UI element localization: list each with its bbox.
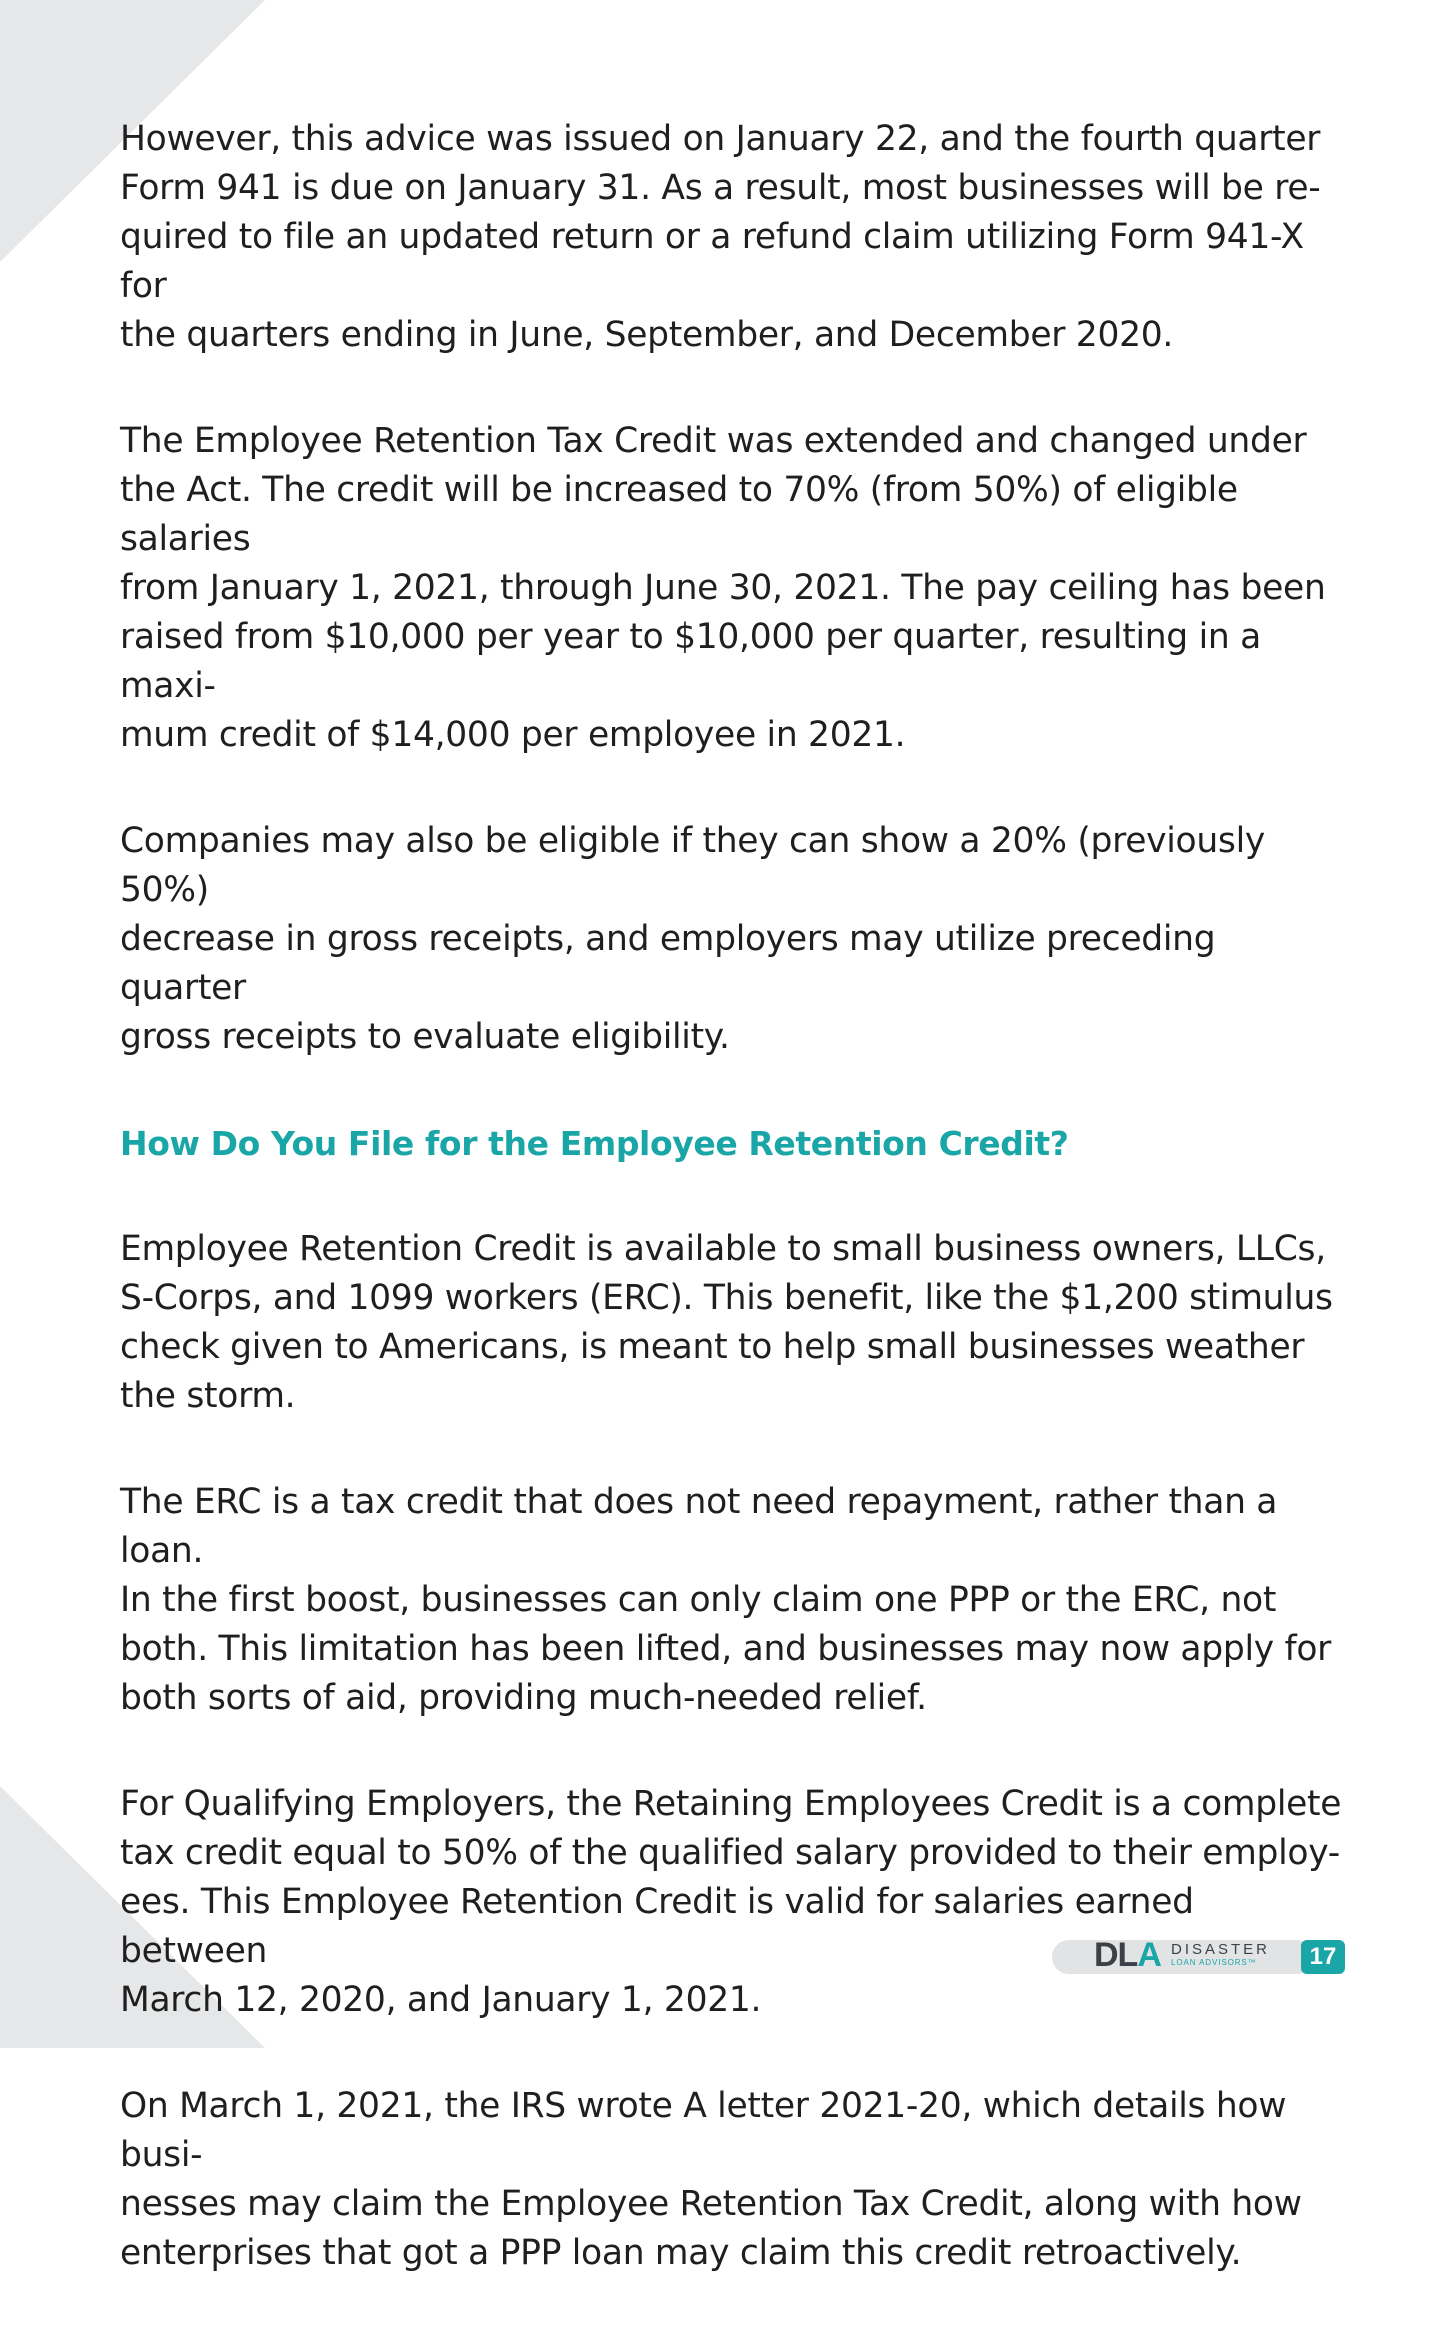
page-body [120,115,1350,2335]
logo-disaster-text: DISASTER [1171,1941,1271,1958]
paragraph-credit-extension: The Employee Retention Tax Credit was extended and changed under the Act. The credit will be increased to 70% (from 50%) of eligible salaries from January 1, 2021, through June 30, 2021. The pay ceiling has been raised from $10,000 per year to $10,000 per quarter, resulting in a maxi- mum credit of $14,000 per employee in 2021. [120,421,1326,755]
paragraph-gross-receipts-eligibility: Companies may also be eligible if they can show a 20% (previously 50%) decrease in gross receipts, and employers may utilize preceding quarter gross receipts to evaluate eligibility. [120,821,1266,1057]
section-heading-how-to-file: How Do You File for the Employee Retention Credit? [120,1124,1069,1163]
page-number-badge: 17 [1301,1940,1345,1974]
dla-logo-mark [1094,1936,1161,1975]
logo-loan-advisors-text: LOAN ADVISORS™ [1171,1958,1257,1967]
paragraph-erc-not-a-loan: The ERC is a tax credit that does not need repayment, rather than a loan. In the first boost, businesses can only claim one PPP or the ERC, not both. This limitation has been lifted, and businesses may now apply for both sorts of aid, providing much-needed relief. [120,1482,1332,1718]
paragraph-form-941-deadline: However, this advice was issued on January 22, and the fourth quarter Form 941 is due on January 31. As a result, most businesses will be re- quired to file an updated return or a refund claim utilizing Form 941-X for the quarters ending in June, September, and December 2020. [120,119,1321,355]
paragraph-erc-availability: Employee Retention Credit is available to small business owners, LLCs, S-Corps, and 1099 workers (ERC). This benefit, like the $1,200 stimulus check given to Americans, is meant to help small businesses weather the storm. [120,1229,1333,1416]
paragraph-qualifying-employers: For Qualifying Employers, the Retaining Employees Credit is a complete tax credit equal to 50% of the qualified salary provided to their employ- ees. This Employee Retention Credit is valid for salaries earned between March 12, 2020, and January 1, 2021. [120,1784,1342,2020]
paragraph-irs-notice: On March 1, 2021, the IRS wrote A letter 2021-20, which details how busi- nesses may claim the Employee Retention Tax Credit, along with how enterprises that got a PPP loan may claim this credit retroactively. [120,2086,1302,2273]
logo-letter-a: A [1137,1936,1161,1974]
logo-letters-dl: DL [1094,1936,1138,1974]
page-footer [1052,1936,1345,1974]
dla-logo-wordmark [1171,1942,1270,1969]
footer-logo-pill [1052,1936,1314,1974]
